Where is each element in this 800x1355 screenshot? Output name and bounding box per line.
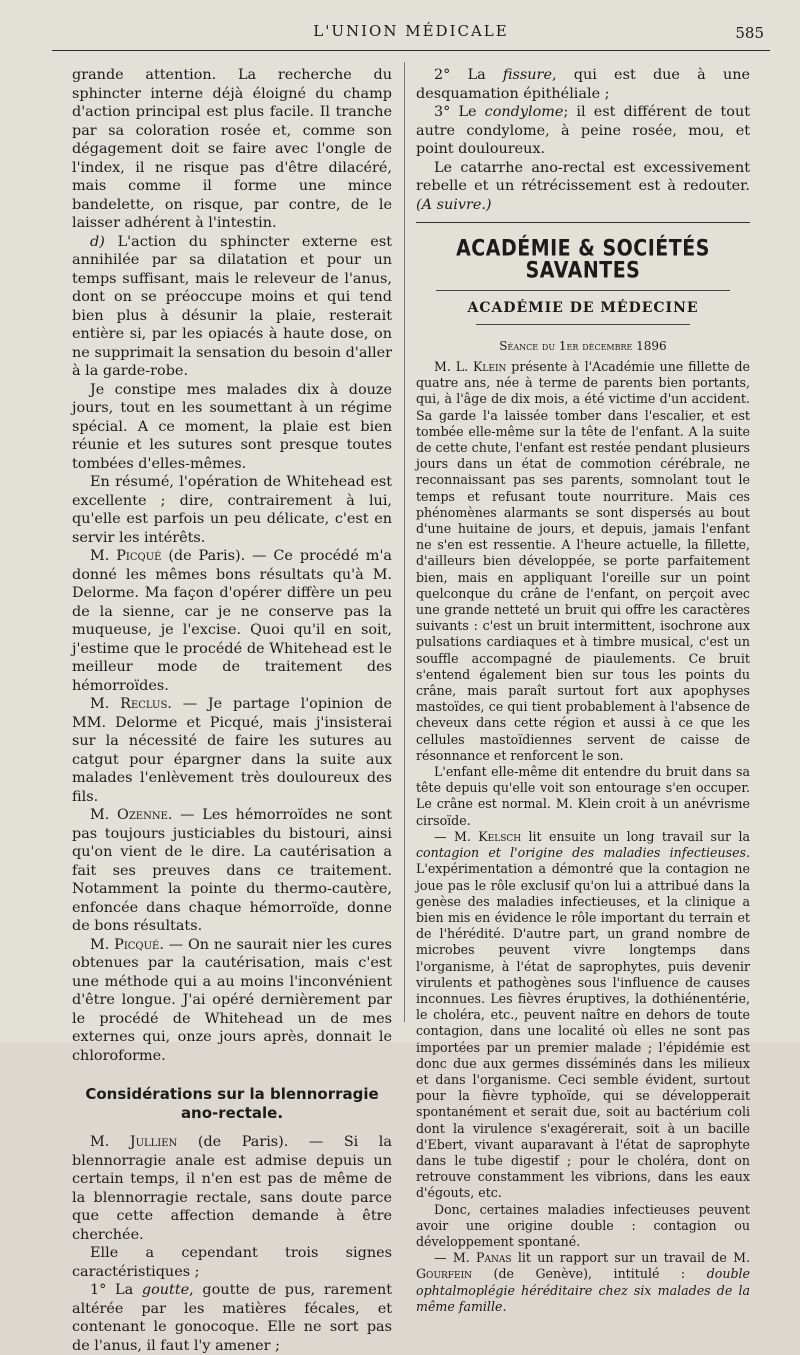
subheading-rule [476, 324, 690, 325]
column-divider [404, 62, 405, 1022]
paragraph-text: , goutte de pus, rarement altérée par les matières fécales, et contenant le gonocoque. Elle ne sort pas de l'anus, il faut l'y amener ; [72, 1282, 392, 1354]
paragraph-text: (de Paris). — Ce procédé m'a donné les mêmes bons résultats qu'à M. Delorme. Ma façon d'opérer diffère un peu de la sienne, car je ne conserve pas la muqueuse, je l'excise. Quoi qu'il en soit, j'estime que le procédé de Whitehead est le meilleur mode de traitement des hémorroïdes. [72, 548, 392, 694]
paragraph [416, 159, 750, 215]
paragraph-text: 2° La [434, 67, 503, 83]
header-rule [52, 50, 770, 51]
heading-rule [436, 290, 730, 291]
speaker-name: M. Picqué. [90, 936, 164, 953]
speaker-name: M. Ozenne. [90, 807, 173, 823]
emphasis: condylome [484, 104, 564, 120]
paragraph [72, 547, 392, 695]
item-label: d) [90, 233, 105, 250]
speaker-name: — M. Panas [434, 1250, 512, 1266]
paragraph-text: (de Paris). — Si la blennorragie anale est admise depuis un certain temps, il n'en est pas de même de la blennorragie rectale, sans doute parce que cette affection demande à être cherchée. [72, 1134, 392, 1243]
page-number: 585 [735, 24, 764, 42]
section-heading: ACADÉMIE & SOCIÉTÉS SAVANTES [456, 235, 710, 283]
to-be-continued: (A suivre.) [416, 196, 492, 213]
paragraph-text: — On ne saurait nier les cures obtenues par la cautérisation, mais c'est une méthode qui a au moins l'inconvénient d'être longue. J'ai opéré dernièrement par le procédé de Whitehead un de mes externes qui, onze jours après, donnait le chloroforme. [72, 936, 393, 1064]
paragraph-text: , qui est due à une desquamation épithéliale ; [416, 67, 751, 102]
paragraph: En résumé, l'opération de Whitehead est excellente ; dire, contrairement à lui, qu'elle est parfois un peu délicate, c'est en servir les intérêts. [72, 474, 392, 546]
paragraph [72, 1281, 392, 1355]
emphasis: double ophtalmoplégie héréditaire chez six malades de la même famille. [416, 1266, 750, 1314]
paragraph-text: 1° La [90, 1282, 142, 1298]
paragraph [72, 695, 392, 806]
journal-title: L'UNION MÉDICALE [313, 22, 509, 40]
session-date: Séance du 1er décembre 1896 [499, 338, 667, 353]
speaker-name: M. L. Klein [434, 359, 507, 374]
paragraph-text: L'action du sphincter externe est annihilée par sa dilatation et pour un temps suffisant, mais le releveur de l'anus, dont on se préoccupe moins et qui tend bien plus à désunir la plaie, resterait entière si, par les opiacés à haute dose, on ne supprimait la sensation du besoin d'aller à la garde-robe. [72, 233, 392, 379]
minutes-body [416, 359, 750, 1315]
speaker-name: M. Picqué [90, 548, 162, 564]
paragraph-text: 3° Le [434, 104, 485, 120]
paragraph [72, 806, 392, 936]
speaker-name: M. Jullien [90, 1134, 178, 1150]
paragraph: Je constipe mes malades dix à douze jours, tout en les soumettant à un régime spécial. A ce moment, la plaie est bien réunie et les sutures sont presque toutes tombées d'elles-mêmes. [72, 381, 392, 472]
paragraph-text: présente à l'Académie une fillette de quatre ans, née à terme de parents bien portants, qui, à l'âge de dix mois, a été victime d'un accident. Sa garde l'a laissée tomber dans l'escalier, et est tombée elle-même sur la tête de l'enfant. A la suite de cette chute, l'enfant est restée pendant plusieurs jours dans un état de commotion cérébrale, ne reconnaissant pas ses parents, somnolant tout le temps et refusant toute nourriture. Mais ces phénomènes alarmants se sont dispersés au bout d'une huitaine de jours, et depuis, jamais l'enfant ne s'en est ressentie. A l'heure actuelle, la fillette, d'ailleurs bien développée, se porte parfaitement bien, mais en appliquant l'oreille sur un point quelconque du crâne de l'enfant, on perçoit avec une grande netteté un bruit qui offre les caractères suivants : c'est un bruit intermittent, isochrone aux pulsations cardiaques et à timbre musical, c'est un souffle accompagné de piaulements. Ce bruit s'entend également bien sur tous les points du crâne, mais paraît surtout fort aux apophyses mastoïdes, ce qui tient probablement à l'absence de cheveux dans cette région et aussi à ce que les cellules mastoïdiennes servent de caisse de résonnance et renforcent le son. [416, 359, 751, 763]
paragraph-text: — Les hémorroïdes ne sont pas toujours justiciables du bistouri, ainsi qu'on vient de le dire. La cautérisation a fait ses preuves dans ce traitement. Notamment la pointe du thermo-cautère, enfoncée dans chaque hémorroïde, donne de bons résultats. [72, 807, 392, 934]
paragraph-text: — Je partage l'opinion de MM. Delorme et Picqué, mais j'insisterai sur la nécessité de faire les sutures au catgut pour épargner dans la suite aux malades l'enlèvement très douloureux des fils. [72, 696, 392, 805]
paragraph: grande attention. La recherche du sphincter interne déjà éloigné du champ d'action principal est plus facile. Il tranche par sa coloration rosée et, comme son dégagement doit se faire avec l'ongle de l'index, il ne risque pas d'être dilacéré, mais comme il forme une mince bandelette, on risque, par contre, de le laisser adhérent à l'intestin. [72, 67, 392, 231]
section-title-line: ano-rectale. [180, 1104, 284, 1122]
author-name: Gourfein [416, 1266, 473, 1282]
speaker-name: M. Reclus. [90, 696, 172, 712]
paragraph-text: lit ensuite un long travail sur la [521, 828, 750, 844]
paragraph-text: L'expérimentation a démontré que la contagion ne joue pas le rôle exclusif qu'on lui a attribué dans la genèse des maladies infectieuses, et la clinique a bien mis en évidence le rôle important du terrain et de l'hérédité. D'autre part, un grand nombre de microbes peuvent vivre longtemps dans l'organisme, à l'état de saprophytes, puis devenir virulents et pathogènes sous l'influence de causes inconnues. Les fièvres éruptives, la dothiénentérie, le choléra, etc., peuvent naître en dehors de toute contagion, dans une localité où elles ne sont pas importées par un premier malade ; l'épidémie est donc due aux germes disséminés dans les milieux et dans l'organisme. Ceci semble évident, surtout pour la fièvre typhoïde, qui se développerait spontanément et serait due, soit au bactérium coli dont la virulence s'exagérerait, soit à un bacille d'Ebert, vivant auparavant à l'état de saprophyte dans le tube digestif ; pour le choléra, dont on retrouve constamment les vibrions, dans les eaux d'égouts, etc. [416, 861, 750, 1201]
paragraph [72, 936, 392, 1066]
paragraph [72, 1133, 392, 1244]
right-column [416, 66, 750, 1315]
paragraph [416, 103, 750, 159]
speaker-name: — M. Kelsch [434, 828, 522, 844]
paragraph: L'enfant elle-même dit entendre du bruit dans sa tête depuis qu'elle voit son entourage s'en occuper. Le crâne est normal. M. Klein croit à un anévrisme cirsoïde. [416, 764, 750, 828]
section-rule [416, 222, 750, 223]
paragraph [72, 233, 392, 381]
emphasis: fissure [502, 67, 552, 83]
paragraph [416, 359, 750, 764]
paragraph [416, 829, 750, 1202]
left-column [72, 66, 392, 1355]
paragraph: Donc, certaines maladies infectieuses peuvent avoir une origine double : contagion ou développement spontané. [416, 1201, 750, 1249]
section-title-line: Considérations sur la blennorragie [85, 1085, 379, 1103]
emphasis: contagion et l'origine des maladies infectieuses. [416, 845, 750, 861]
section-title [72, 1085, 392, 1123]
paragraph [416, 66, 750, 103]
paragraph-text: (de Genève), intitulé : [472, 1266, 707, 1282]
paragraph-text: Le catarrhe ano-rectal est excessivement rebelle et un rétrécissement est à redouter. [416, 159, 750, 194]
paragraph-text: ; il est différent de tout autre condylome, à peine rosée, mou, et point douloureux. [416, 104, 750, 157]
paragraph [416, 1250, 750, 1315]
subsection-heading: ACADÉMIE DE MÉDECINE [467, 300, 699, 316]
paragraph-text: lit un rapport sur un travail de M. [511, 1250, 750, 1266]
paragraph: Elle a cependant trois signes caractéristiques ; [72, 1245, 392, 1280]
page-header [52, 22, 770, 46]
emphasis: goutte [141, 1282, 190, 1298]
